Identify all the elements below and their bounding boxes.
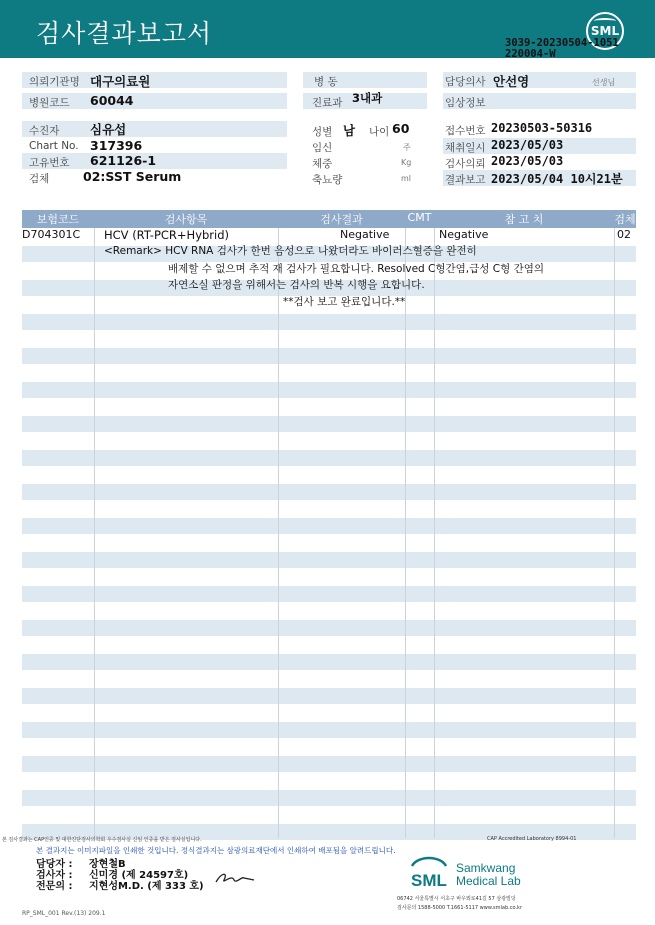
pregnancy-unit: 주 (403, 143, 411, 152)
cap-accreditation: CAP Accredited Laboratory 8994-01 (487, 836, 577, 842)
col-insurance-code: 보험코드 (36, 213, 80, 226)
chart-value: 317396 (90, 138, 143, 153)
column-divider (278, 228, 279, 838)
remark-line-1: <Remark> HCV RNA 검사가 한번 음성으로 나왔더라도 바이러스혈증을 완전히 (104, 245, 477, 257)
table-stripe-row (22, 518, 636, 534)
row-test-item: HCV (RT-PCR+Hybrid) (104, 228, 230, 242)
col-cmt: CMT (407, 211, 432, 224)
request-label: 검사의뢰 (445, 158, 486, 170)
col-specimen: 검체 (614, 213, 636, 226)
document-id-line2: 220004-W (505, 48, 556, 60)
report-label: 결과보고 (445, 174, 486, 186)
specimen-label: 검체 (29, 173, 50, 185)
completion-note: **검사 보고 완료입니다.** (283, 296, 406, 308)
row-test-result: Negative (340, 228, 390, 241)
age-label: 나이 (369, 126, 390, 138)
dept-value: 3내과 (352, 91, 383, 105)
col-test-result: 검사결과 (320, 213, 363, 226)
col-reference: 참 고 치 (504, 213, 544, 226)
document-id-line1: 3039-20230504-1051 (505, 37, 619, 49)
specialist-label: 전문의 : (36, 881, 73, 892)
remark-line-2: 배제할 수 없으며 추적 재 검사가 필요합니다. Resolved C형간염,급성 C형 간염의 (168, 263, 545, 275)
table-stripe-row (22, 484, 636, 500)
sex-label: 성별 (312, 126, 333, 138)
signature-icon (214, 868, 258, 888)
table-stripe-row (22, 382, 636, 398)
specimen-value: 02:SST Serum (83, 169, 182, 184)
pregnancy-label: 임신 (312, 142, 333, 154)
unique-value: 621126-1 (90, 153, 157, 168)
doctor-suffix: 선생님 (592, 78, 616, 87)
chart-label: Chart No. (29, 140, 79, 152)
column-divider (94, 228, 95, 838)
collect-label: 채취일시 (445, 142, 486, 154)
table-stripe-row (22, 722, 636, 738)
lab-name-line1: Samkwang (456, 861, 516, 875)
table-stripe-row (22, 552, 636, 568)
report-value: 2023/05/04 10시21분 (491, 172, 623, 186)
sml-logo-icon: SML (586, 12, 624, 50)
print-notice: 본 결과지는 이미지파일을 인쇄한 것입니다. 정식결과지는 삼광의료재단에서 인쇄하여 배포됨을 알려드립니다. (36, 846, 396, 855)
staff-label: 담당자 : (36, 859, 73, 870)
hospital-label: 의뢰기관명 (29, 76, 80, 88)
table-stripe-row (22, 586, 636, 602)
doctor-value: 안선영 (493, 74, 530, 89)
weight-label: 체중 (312, 158, 333, 170)
remark-line-3: 자연소실 판정을 위해서는 검사의 반복 시행을 요합니다. (168, 279, 425, 291)
row-insurance-code: D704301C (22, 228, 81, 241)
clinical-info-label: 임상정보 (445, 97, 486, 109)
sml-lab-logo-icon (406, 852, 452, 894)
column-divider (405, 228, 406, 838)
hospital-value: 대구의료원 (90, 74, 151, 89)
column-divider (614, 228, 615, 838)
lab-name (456, 862, 521, 888)
hospital-code-value: 60044 (90, 93, 134, 108)
col-test-item: 검사항목 (164, 213, 208, 226)
row-reference: Negative (439, 228, 489, 241)
row-specimen: 02 (617, 228, 631, 241)
age-value: 60 (392, 121, 410, 136)
urine-unit: ml (401, 174, 412, 183)
receipt-value: 20230503-50316 (491, 121, 593, 135)
hospital-code-label: 병원코드 (29, 97, 70, 109)
table-stripe-row (22, 756, 636, 772)
patient-value: 심유섭 (90, 122, 127, 137)
table-stripe-row (22, 654, 636, 670)
info-bar (22, 121, 287, 137)
table-stripe-row (22, 314, 636, 330)
table-stripe-row (22, 450, 636, 466)
doctor-label: 담당의사 (445, 76, 486, 88)
svg-text:SML: SML (411, 871, 447, 890)
sex-value: 남 (343, 123, 356, 138)
tester-value: 신미경 (제 24597호) (89, 870, 189, 881)
staff-value: 장현철B (89, 859, 126, 870)
certification-note: 본 검사결과는 CAP인증 및 대한진단검사의학회 우수검사실 신임 인증을 받은 검사실입니다. (2, 837, 202, 843)
urine-label: 축뇨량 (312, 174, 343, 186)
weight-unit: Kg (401, 158, 412, 167)
lab-name-line2: Medical Lab (456, 874, 521, 888)
table-stripe-row (22, 620, 636, 636)
lab-phone: 검사문의 1588-5000 T.1661-5117 www.smlab.co.kr (397, 905, 522, 911)
request-value: 2023/05/03 (491, 154, 564, 168)
collect-value: 2023/05/03 (491, 138, 564, 152)
unique-label: 고유번호 (29, 157, 70, 169)
specialist-value: 지현성M.D. (제 333 호) (89, 881, 204, 892)
tester-label: 검사자 : (36, 870, 73, 881)
table-stripe-row (22, 348, 636, 364)
table-stripe-row (22, 790, 636, 806)
dept-label: 진료과 (312, 97, 343, 109)
document-id (505, 38, 619, 60)
table-stripe-row (22, 688, 636, 704)
lab-address: 06742 서울특별시 서초구 바우뫼로41길 57 삼광빌딩 (397, 896, 516, 902)
column-divider (434, 228, 435, 838)
table-stripe-row (22, 416, 636, 432)
report-title: 검사결과보고서 (36, 19, 213, 48)
receipt-label: 접수번호 (445, 125, 486, 137)
form-id: RP_SML_001 Rev.(13) 209.1 (22, 910, 106, 917)
ward-label: 병 동 (314, 76, 338, 88)
patient-label: 수진자 (29, 125, 60, 137)
